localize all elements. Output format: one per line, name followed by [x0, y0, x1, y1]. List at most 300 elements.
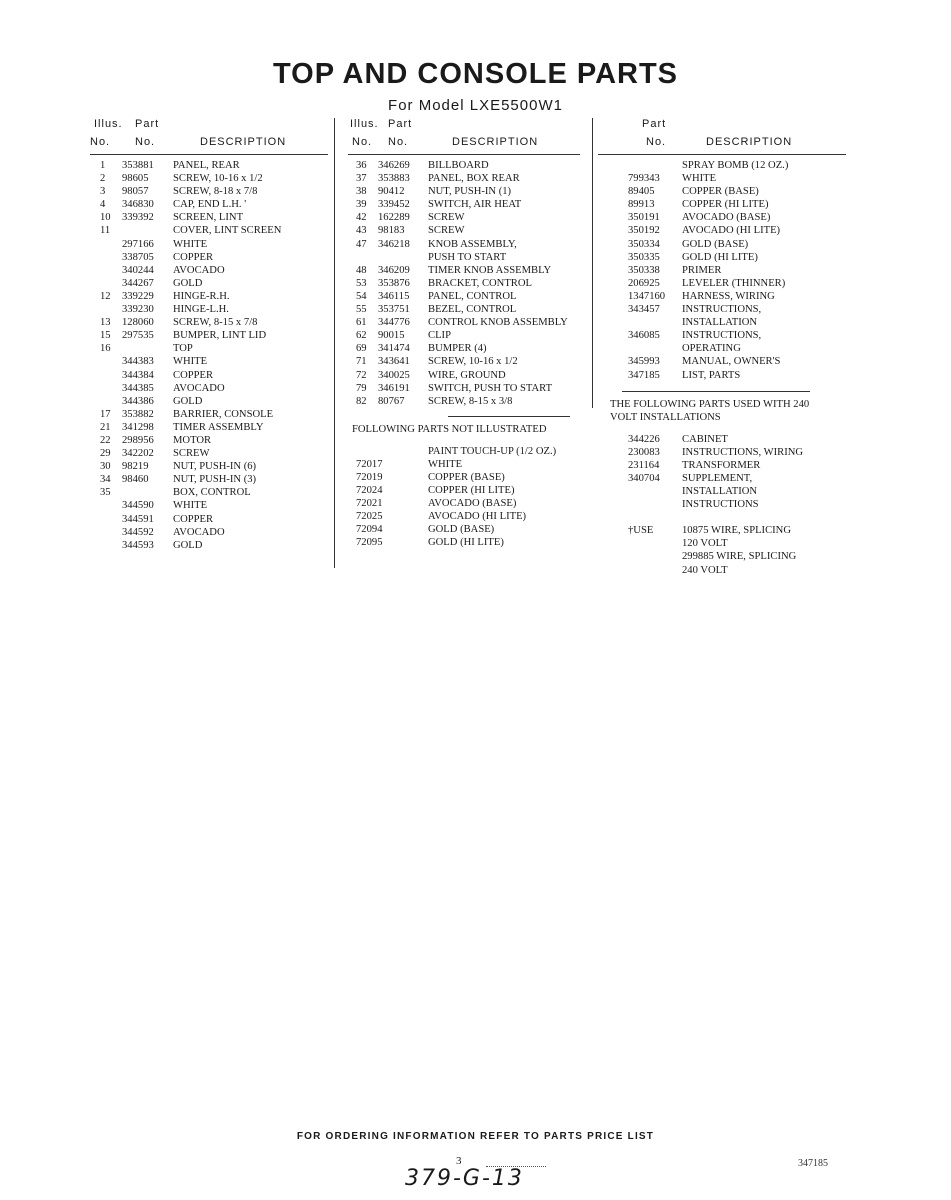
parts-row [90, 435, 328, 448]
part-description: WIRE, GROUND [428, 369, 506, 381]
part-number: 346115 [378, 290, 410, 302]
part-description: SCREW, 10-16 x 1/2 [428, 356, 518, 368]
part-description: CABINET [682, 433, 728, 445]
illus-number: 71 [356, 356, 367, 368]
part-number: 350335 [628, 251, 660, 263]
part-description: WHITE [428, 458, 463, 470]
part-description: HINGE-R.H. [173, 290, 230, 302]
parts-row [90, 500, 328, 513]
parts-row [348, 524, 580, 537]
part-description: INSTRUCTIONS [682, 499, 759, 511]
illus-number: 53 [356, 277, 367, 289]
part-number: 346209 [378, 264, 410, 276]
parts-row [598, 512, 846, 525]
illus-number: 79 [356, 382, 367, 394]
part-description: BOX, CONTROL [173, 487, 251, 499]
description-header: DESCRIPTION [452, 136, 539, 148]
part-description: COPPER [173, 369, 214, 381]
parts-row [348, 173, 580, 186]
parts-row [598, 186, 846, 199]
parts-row [598, 173, 846, 186]
part-number: 98057 [122, 186, 149, 198]
part-description: PRIMER [682, 264, 722, 276]
parts-row [598, 473, 846, 486]
part-description: COPPER (BASE) [428, 471, 505, 483]
parts-row [598, 486, 846, 499]
parts-row [90, 252, 328, 265]
part-no-header: No. [135, 136, 156, 148]
part-number: 346218 [378, 238, 410, 250]
parts-row [348, 356, 580, 369]
part-description: LEVELER (THINNER) [682, 277, 786, 289]
parts-row [598, 447, 846, 460]
document-number: 347185 [798, 1158, 828, 1169]
part-number: †USE [628, 525, 654, 537]
parts-row [348, 304, 580, 317]
part-number: 350191 [628, 212, 660, 224]
part-number: 799343 [628, 173, 660, 185]
parts-row [348, 498, 580, 511]
part-number: 339452 [378, 199, 410, 211]
parts-row [90, 514, 328, 527]
part-number: 344226 [628, 433, 660, 445]
parts-row [90, 291, 328, 304]
illus-number: 55 [356, 304, 367, 316]
parts-row [598, 434, 846, 447]
part-description: INSTALLATION [682, 485, 758, 497]
part-number: 80767 [378, 395, 405, 407]
parts-row [348, 160, 580, 173]
column-header [598, 118, 846, 154]
part-number: 1347160 [628, 290, 666, 302]
part-number: 206925 [628, 277, 660, 289]
part-description: AVOCADO [173, 382, 225, 394]
part-description: HINGE-L.H. [173, 304, 229, 316]
header-rule [90, 154, 328, 155]
parts-row [90, 474, 328, 487]
part-number: 340025 [378, 369, 410, 381]
part-header: Part [642, 118, 667, 130]
part-number: 98605 [122, 173, 149, 185]
part-number: 345993 [628, 356, 660, 368]
column-divider-2 [592, 118, 593, 408]
parts-row [90, 343, 328, 356]
parts-row [90, 448, 328, 461]
part-description: 10875 WIRE, SPLICING [682, 525, 791, 537]
part-description: GOLD (HI LITE) [428, 537, 504, 549]
parts-list [598, 160, 846, 383]
part-number: 344385 [122, 382, 154, 394]
parts-row [90, 225, 328, 238]
illus-number: 2 [100, 173, 106, 185]
part-description: CLIP [428, 330, 451, 342]
parts-row [598, 551, 846, 564]
part-number: 353751 [378, 304, 410, 316]
illus-number: 38 [356, 186, 367, 198]
parts-row [348, 485, 580, 498]
part-description: HARNESS, WIRING [682, 290, 775, 302]
parts-row [90, 422, 328, 435]
illus-number: 3 [100, 186, 106, 198]
part-number: 342202 [122, 448, 154, 460]
illus-number: 30 [100, 461, 111, 473]
parts-row [598, 278, 846, 291]
part-description: GOLD [173, 277, 203, 289]
part-number: 344383 [122, 356, 154, 368]
parts-row [348, 278, 580, 291]
column-header [90, 118, 328, 154]
parts-row [348, 239, 580, 252]
part-description: NUT, PUSH-IN (1) [428, 186, 512, 198]
illus-number: 1 [100, 160, 106, 171]
part-description: TIMER ASSEMBLY [173, 421, 264, 433]
part-description: MANUAL, OWNER'S [682, 356, 781, 368]
part-number: 346830 [122, 199, 154, 211]
parts-row [598, 317, 846, 330]
handwritten-code: 379-G-13 [405, 1166, 524, 1191]
part-number: 340244 [122, 264, 154, 276]
part-number: 297166 [122, 238, 154, 250]
part-description: TRANSFORMER [682, 459, 761, 471]
part-description: COPPER [173, 251, 214, 263]
part-number: 343641 [378, 356, 410, 368]
illus-number: 10 [100, 212, 111, 224]
column-header [348, 118, 580, 154]
parts-row [598, 252, 846, 265]
part-number: 72024 [356, 485, 383, 497]
illus-number: 4 [100, 199, 106, 211]
part-number: 98183 [378, 225, 405, 237]
parts-row [348, 186, 580, 199]
parts-column-2 [348, 118, 580, 551]
illus-number: 13 [100, 317, 111, 329]
part-number: 350334 [628, 238, 660, 250]
part-no-header: No. [646, 136, 667, 148]
parts-row [348, 383, 580, 396]
part-number: 350338 [628, 264, 660, 276]
parts-row [348, 330, 580, 343]
parts-row [598, 538, 846, 551]
parts-row [348, 446, 580, 459]
parts-row [348, 472, 580, 485]
illus-no-header: No. [90, 136, 111, 148]
illus-number: 15 [100, 330, 111, 342]
part-no-header: No. [388, 136, 409, 148]
parts-row [348, 396, 580, 409]
parts-row [598, 225, 846, 238]
parts-row [598, 291, 846, 304]
part-number: 90412 [378, 186, 405, 198]
part-number: 343457 [628, 304, 660, 316]
part-number: 344591 [122, 513, 154, 525]
parts-row [598, 370, 846, 383]
part-description: WHITE [173, 238, 208, 250]
part-description: PANEL, CONTROL [428, 290, 517, 302]
parts-list [348, 160, 580, 409]
parts-row [90, 461, 328, 474]
part-description: SCREW, 8-18 x 7/8 [173, 186, 258, 198]
parts-row [90, 540, 328, 553]
part-number: 231164 [628, 459, 660, 471]
part-description: SPRAY BOMB (12 OZ.) [682, 160, 789, 171]
parts-row [348, 265, 580, 278]
parts-row [598, 499, 846, 512]
illus-number: 11 [100, 225, 111, 237]
part-description: GOLD (HI LITE) [682, 251, 758, 263]
parts-row [90, 265, 328, 278]
part-description: WHITE [682, 173, 717, 185]
part-number: 344267 [122, 277, 154, 289]
illus-number: 82 [356, 395, 367, 407]
part-description: GOLD (BASE) [428, 524, 495, 536]
parts-list [90, 160, 328, 553]
part-description: GOLD (BASE) [682, 238, 749, 250]
description-header: DESCRIPTION [200, 136, 287, 148]
part-number: 89405 [628, 186, 655, 198]
illus-number: 16 [100, 343, 111, 355]
description-header: DESCRIPTION [706, 136, 793, 148]
illus-number: 69 [356, 343, 367, 355]
not-illustrated-note: FOLLOWING PARTS NOT ILLUSTRATED [352, 423, 547, 435]
parts-row [90, 370, 328, 383]
part-number: 346085 [628, 330, 660, 342]
part-number: 344590 [122, 500, 154, 512]
part-number: 339229 [122, 290, 154, 302]
parts-row [90, 212, 328, 225]
part-description: CONTROL KNOB ASSEMBLY [428, 317, 568, 329]
part-description: PANEL, BOX REAR [428, 173, 520, 185]
parts-row [598, 330, 846, 343]
ordering-footer: FOR ORDERING INFORMATION REFER TO PARTS PRICE LIST [296, 1131, 655, 1142]
part-description: SCREW [428, 225, 465, 237]
illus-number: 48 [356, 264, 367, 276]
parts-row [90, 487, 328, 500]
240v-parts-list [598, 434, 846, 578]
part-description: 120 VOLT [682, 538, 728, 550]
part-description: TIMER KNOB ASSEMBLY [428, 264, 552, 276]
parts-row [90, 330, 328, 343]
part-description: AVOCADO (BASE) [682, 212, 771, 224]
illus-number: 72 [356, 369, 367, 381]
part-description: AVOCADO (HI LITE) [682, 225, 781, 237]
part-description: SWITCH, PUSH TO START [428, 382, 553, 394]
part-description: SCREW, 8-15 x 3/8 [428, 395, 513, 407]
parts-row [598, 460, 846, 473]
parts-row [598, 265, 846, 278]
part-description: AVOCADO [173, 526, 225, 538]
part-header: Part [135, 118, 160, 130]
part-number: 230083 [628, 446, 660, 458]
column-divider-1 [334, 118, 335, 568]
parts-row [598, 356, 846, 369]
part-description: BEZEL, CONTROL [428, 304, 517, 316]
illus-number: 34 [100, 474, 111, 486]
illus-number: 43 [356, 225, 367, 237]
parts-row [348, 291, 580, 304]
part-header: Part [388, 118, 413, 130]
part-description: LIST, PARTS [682, 369, 741, 381]
model-subtitle: For Model LXE5500W1 [388, 97, 563, 114]
part-description: SCREW [428, 212, 465, 224]
part-description: SUPPLEMENT, [682, 472, 753, 484]
part-number: 344384 [122, 369, 154, 381]
part-number: 339392 [122, 212, 154, 224]
part-number: 340704 [628, 472, 660, 484]
part-number: 297535 [122, 330, 154, 342]
illus-number: 42 [356, 212, 367, 224]
part-number: 353881 [122, 160, 154, 171]
page-title: TOP AND CONSOLE PARTS [272, 58, 679, 90]
part-description: SCREW, 8-15 x 7/8 [173, 317, 258, 329]
illus-number: 29 [100, 448, 111, 460]
parts-row [348, 459, 580, 472]
part-number: 72094 [356, 524, 383, 536]
illus-number: 61 [356, 317, 367, 329]
illus-number: 54 [356, 290, 367, 302]
parts-row [90, 396, 328, 409]
part-number: 346191 [378, 382, 410, 394]
part-number: 89913 [628, 199, 655, 211]
header-rule [598, 154, 846, 155]
section-rule [448, 416, 570, 417]
header-rule [348, 154, 580, 155]
part-number: 72021 [356, 498, 383, 510]
illus-number: 21 [100, 421, 111, 433]
parts-row [90, 278, 328, 291]
parts-row [348, 370, 580, 383]
part-description: PUSH TO START [428, 251, 507, 263]
part-description: COPPER (BASE) [682, 186, 759, 198]
parts-row [90, 160, 328, 173]
illus-header: Illus. [94, 118, 123, 130]
part-number: 344386 [122, 395, 154, 407]
part-description: COVER, LINT SCREEN [173, 225, 282, 237]
part-description: AVOCADO (HI LITE) [428, 511, 527, 523]
part-description: GOLD [173, 395, 203, 407]
part-number: 353883 [378, 173, 410, 185]
parts-row [90, 409, 328, 422]
part-number: 344776 [378, 317, 410, 329]
part-description: COPPER [173, 513, 214, 525]
part-number: 346269 [378, 160, 410, 171]
part-number: 347185 [628, 369, 660, 381]
illus-number: 47 [356, 238, 367, 250]
part-number: 72025 [356, 511, 383, 523]
part-number: 344592 [122, 526, 154, 538]
parts-row [90, 527, 328, 540]
parts-row [598, 239, 846, 252]
part-description: SCREW [173, 448, 210, 460]
part-description: NUT, PUSH-IN (3) [173, 474, 257, 486]
part-number: 98219 [122, 461, 149, 473]
parts-column-3 [598, 118, 846, 578]
illus-number: 12 [100, 290, 111, 302]
part-number: 339230 [122, 304, 154, 316]
part-description: INSTALLATION [682, 317, 758, 329]
illus-number: 39 [356, 199, 367, 211]
part-description: 299885 WIRE, SPLICING [682, 551, 797, 563]
part-description: SWITCH, AIR HEAT [428, 199, 522, 211]
part-description: INSTRUCTIONS, [682, 330, 762, 342]
parts-row [348, 537, 580, 550]
part-description: 240 VOLT [682, 564, 728, 576]
part-number: 353882 [122, 408, 154, 420]
parts-row [90, 383, 328, 396]
part-number: 72095 [356, 537, 383, 549]
parts-row [90, 317, 328, 330]
parts-row [598, 525, 846, 538]
parts-row [348, 511, 580, 524]
parts-row [348, 212, 580, 225]
part-description: BUMPER, LINT LID [173, 330, 267, 342]
part-number: 128060 [122, 317, 154, 329]
parts-row [598, 304, 846, 317]
part-description: CAP, END L.H. ' [173, 199, 247, 211]
parts-row [348, 225, 580, 238]
parts-column-1 [90, 118, 328, 553]
part-description: INSTRUCTIONS, [682, 304, 762, 316]
part-number: 72017 [356, 458, 383, 470]
part-number: 338705 [122, 251, 154, 263]
part-number: 341474 [378, 343, 410, 355]
page-number: 3 [456, 1155, 462, 1167]
parts-row [598, 565, 846, 578]
section-rule [622, 391, 810, 392]
illus-number: 35 [100, 487, 111, 499]
part-description: WHITE [173, 500, 208, 512]
illus-number: 17 [100, 408, 111, 420]
part-number: 90015 [378, 330, 405, 342]
part-description: BRACKET, CONTROL [428, 277, 532, 289]
part-description: SCREW, 10-16 x 1/2 [173, 173, 263, 185]
parts-row [348, 199, 580, 212]
parts-row [90, 239, 328, 252]
parts-row [90, 199, 328, 212]
parts-row [348, 317, 580, 330]
part-description: INSTRUCTIONS, WIRING [682, 446, 804, 458]
part-number: 298956 [122, 434, 154, 446]
parts-row [348, 343, 580, 356]
part-number: 162289 [378, 212, 410, 224]
part-description: AVOCADO [173, 264, 225, 276]
parts-row [90, 304, 328, 317]
part-number: 344593 [122, 539, 154, 551]
part-description: PAINT TOUCH-UP (1/2 OZ.) [428, 445, 557, 457]
parts-row [90, 186, 328, 199]
part-description: COPPER (HI LITE) [682, 199, 769, 211]
part-description: AVOCADO (BASE) [428, 498, 517, 510]
part-description: MOTOR [173, 434, 212, 446]
part-description: SCREEN, LINT [173, 212, 244, 224]
part-description: COPPER (HI LITE) [428, 485, 515, 497]
part-description: WHITE [173, 356, 208, 368]
part-number: 350192 [628, 225, 660, 237]
part-number: 98460 [122, 474, 149, 486]
parts-row [90, 356, 328, 369]
parts-row [348, 252, 580, 265]
part-description: BILLBOARD [428, 160, 489, 171]
part-description: KNOB ASSEMBLY, [428, 238, 517, 250]
illus-number: 22 [100, 434, 111, 446]
parts-row [598, 343, 846, 356]
240v-note: THE FOLLOWING PARTS USED WITH 240 VOLT INSTALLATIONS [610, 398, 810, 423]
part-number: 353876 [378, 277, 410, 289]
illus-no-header: No. [352, 136, 373, 148]
not-illustrated-list [348, 446, 580, 551]
illus-number: 37 [356, 173, 367, 185]
parts-row [598, 160, 846, 173]
part-number: 72019 [356, 471, 383, 483]
